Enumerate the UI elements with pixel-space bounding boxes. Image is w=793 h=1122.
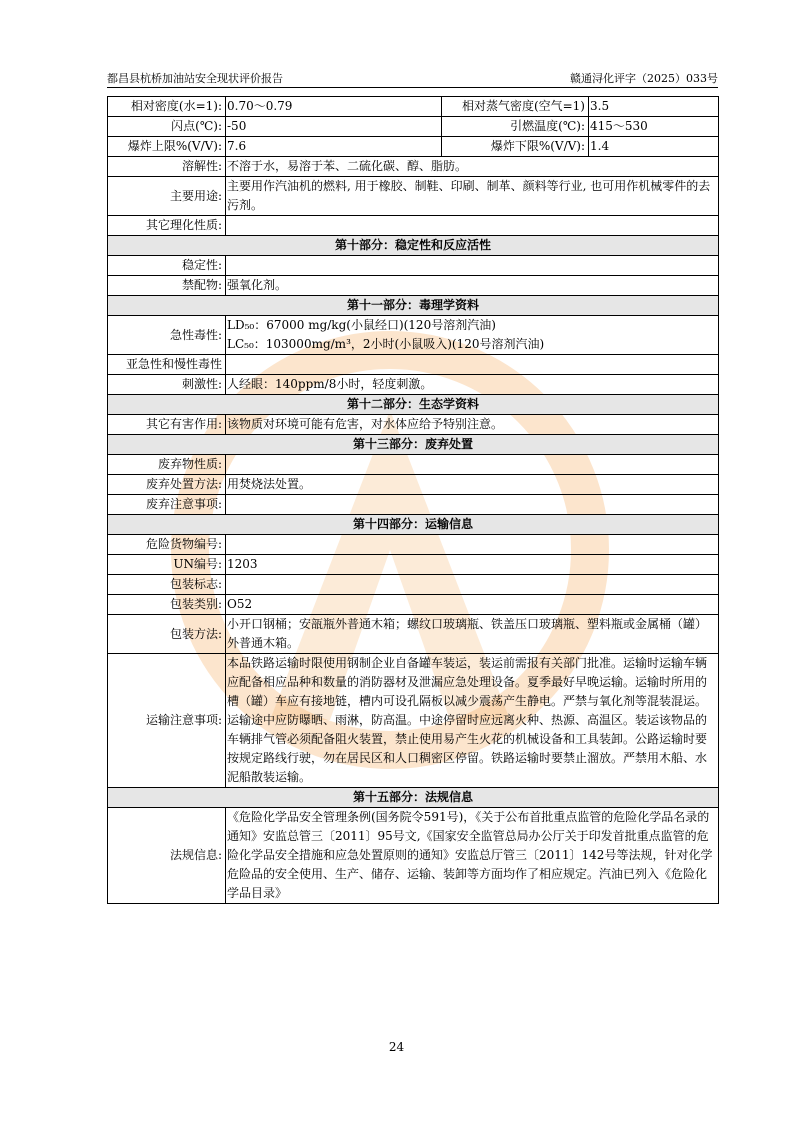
regulations-value: 《危险化学品安全管理条例(国务院令591号)，《关于公布首批重点监管的危险化学品名录的通知》安监总管三〔2011〕95号文,《国家安全监管总局办公厅关于印发首批重点监管的危险化学品安全措施和应急处置原则的通知》安监总厅管三〔2011〕142号等法规，针对化学危险品的安全使用、生产、储存、运输、装卸等方面均作了相应规定。汽油已列入《危险化学品目录》 [226,808,719,904]
waste-notes-value [226,495,719,515]
acute-toxicity-label: 急性毒性: [108,316,226,355]
section-10-title: 第十部分：稳定性和反应活性 [108,236,719,256]
pack-method-label: 包装方法: [108,615,226,654]
other-harm-label: 其它有害作用: [108,415,226,435]
row-other-harm [108,415,719,435]
flash-point-label: 闪点(℃): [108,117,226,137]
row-dg-number [108,535,719,555]
other-props-label: 其它理化性质: [108,216,226,236]
section-11-header [108,296,719,316]
section-15-title: 第十五部分：法规信息 [108,788,719,808]
density-label: 相对密度(水=1): [108,97,226,117]
row-use [108,177,719,216]
flash-point-value: -50 [226,117,442,137]
pack-category-value: O52 [226,595,719,615]
header-divider [107,87,718,88]
lower-limit-value: 1.4 [589,137,719,157]
row-stability [108,256,719,276]
other-harm-value: 该物质对环境可能有危害，对水体应给予特别注意。 [226,415,719,435]
acute-toxicity-ld50: LD₅₀：67000 mg/kg(小鼠经口)(120号溶剂汽油) [227,318,496,332]
ignition-temp-value: 415～530 [589,117,719,137]
row-pack-mark [108,575,719,595]
incompatible-value: 强氧化剂。 [226,276,719,296]
vapor-density-label: 相对蒸气密度(空气=1) [442,97,589,117]
row-pack-method [108,615,719,654]
pack-mark-label: 包装标志: [108,575,226,595]
waste-nature-value [226,455,719,475]
main-use-value: 主要用作汽油机的燃料, 用于橡胶、制鞋、印刷、制革、颜料等行业, 也可用作机械零件的去污剂。 [226,177,719,216]
irritation-label: 刺激性: [108,375,226,395]
row-density [108,97,719,117]
solubility-value: 不溶于水，易溶于苯、二硫化碳、醇、脂肪。 [226,157,719,177]
row-regulations [108,808,719,904]
lower-limit-label: 爆炸下限%(V/V): [442,137,589,157]
waste-method-label: 废弃处置方法: [108,475,226,495]
incompatible-label: 禁配物: [108,276,226,296]
other-props-value [226,216,719,236]
main-use-label: 主要用途: [108,177,226,216]
density-value: 0.70～0.79 [226,97,442,117]
row-acute-toxicity [108,316,719,355]
dg-number-value [226,535,719,555]
dg-number-label: 危险货物编号: [108,535,226,555]
section-12-header [108,395,719,415]
row-flash [108,117,719,137]
row-chronic [108,355,719,375]
row-waste-notes [108,495,719,515]
section-10-header [108,236,719,256]
row-other-props [108,216,719,236]
row-un-number [108,555,719,575]
upper-limit-label: 爆炸上限%(V/V): [108,137,226,157]
section-14-header [108,515,719,535]
ignition-temp-label: 引燃温度(℃): [442,117,589,137]
section-12-title: 第十二部分：生态学资料 [108,395,719,415]
waste-notes-label: 废弃注意事项: [108,495,226,515]
acute-toxicity-value [226,316,719,355]
section-13-title: 第十三部分：废弃处置 [108,435,719,455]
irritation-value: 人经眼：140ppm/8小时，轻度刺激。 [226,375,719,395]
un-number-label: UN编号: [108,555,226,575]
section-15-header [108,788,719,808]
regulations-label: 法规信息: [108,808,226,904]
stability-label: 稳定性: [108,256,226,276]
sds-table [107,96,719,904]
row-transport-notes [108,654,719,788]
pack-category-label: 包装类别: [108,595,226,615]
waste-method-value: 用焚烧法处置。 [226,475,719,495]
waste-nature-label: 废弃物性质: [108,455,226,475]
chronic-toxicity-value [226,355,719,375]
un-number-value: 1203 [226,555,719,575]
solubility-label: 溶解性: [108,157,226,177]
upper-limit-value: 7.6 [226,137,442,157]
acute-toxicity-lc50: LC₅₀：103000mg/m³，2小时(小鼠吸入)(120号溶剂汽油) [227,337,545,351]
section-13-header [108,435,719,455]
pack-method-value: 小开口钢桶；安瓿瓶外普通木箱；螺纹口玻璃瓶、铁盖压口玻璃瓶、塑料瓶或金属桶（罐）外普通木箱。 [226,615,719,654]
stability-value [226,256,719,276]
row-incompatible [108,276,719,296]
row-irritation [108,375,719,395]
page-number: 24 [388,1040,405,1054]
report-title: 都昌县杭桥加油站安全现状评价报告 [107,72,283,85]
section-14-title: 第十四部分：运输信息 [108,515,719,535]
report-number: 赣通浔化评字（2025）033号 [570,72,718,85]
row-waste-nature [108,455,719,475]
transport-notes-value: 本品铁路运输时限使用钢制企业自备罐车装运，装运前需报有关部门批准。运输时运输车辆应配备相应品种和数量的消防器材及泄漏应急处理设备。夏季最好早晚运输。运输时所用的槽（罐）车应有接地链，槽内可设孔隔板以减少震荡产生静电。严禁与氧化剂等混装混运。运输途中应防曝晒、雨淋，防高温。中途停留时应远离火种、热源、高温区。装运该物品的车辆排气管必须配备阻火装置，禁止使用易产生火花的机械设备和工具装卸。公路运输时要按规定路线行驶，勿在居民区和人口稠密区停留。铁路运输时要禁止溜放。严禁用木船、水泥船散装运输。 [226,654,719,788]
transport-notes-label: 运输注意事项: [108,654,226,788]
chronic-toxicity-label: 亚急性和慢性毒性 [108,355,226,375]
row-explosion [108,137,719,157]
vapor-density-value: 3.5 [589,97,719,117]
row-waste-method [108,475,719,495]
row-pack-category [108,595,719,615]
row-solubility [108,157,719,177]
section-11-title: 第十一部分：毒理学资料 [108,296,719,316]
pack-mark-value [226,575,719,595]
